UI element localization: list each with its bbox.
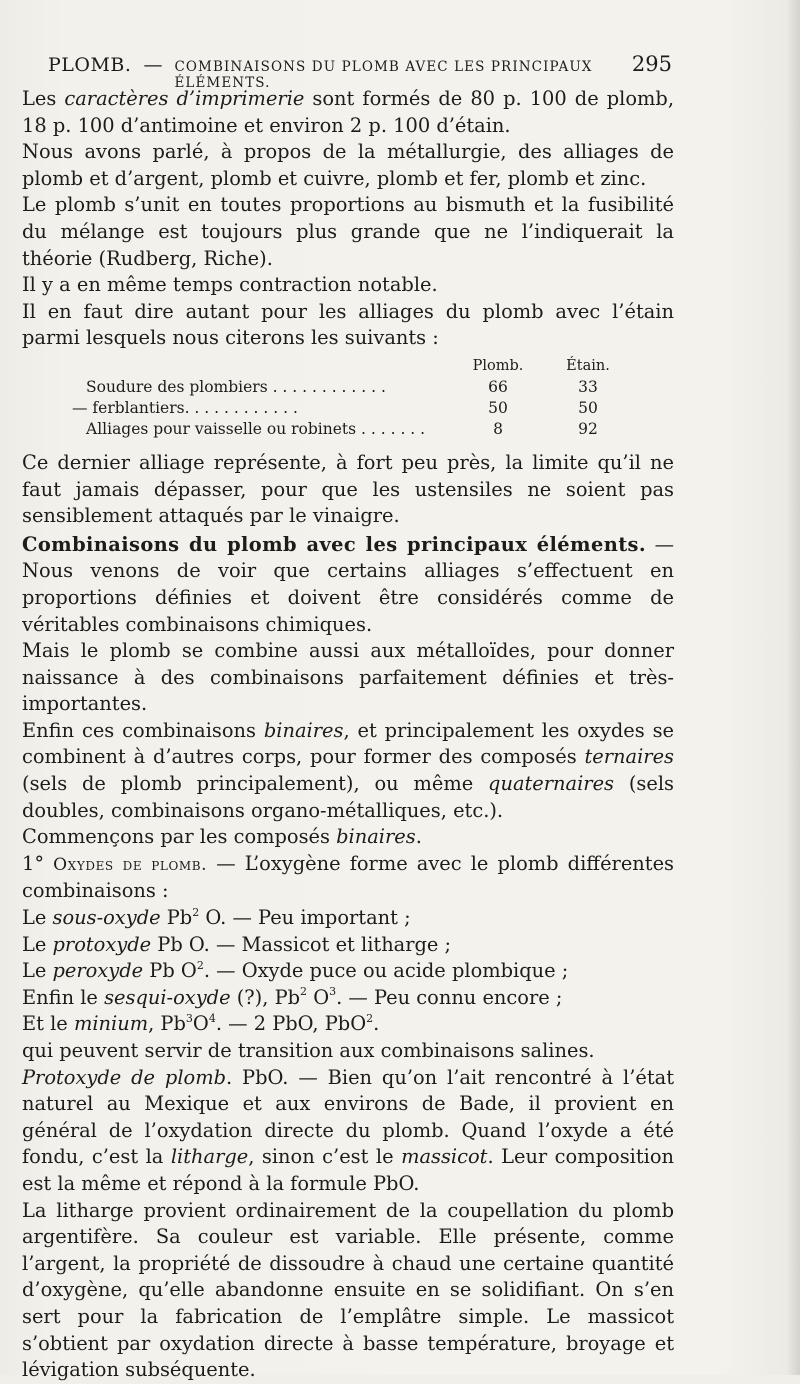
oxyde-line: Le sous-oxyde Pb$^2$ O. — Peu important ;: [22, 905, 411, 930]
paragraph-commencons: Commençons par les composés binaires.: [22, 825, 422, 849]
subsection-heading: Oxydes de plomb.: [53, 854, 208, 875]
paragraph-transition: qui peuvent servir de transition aux combinaisons salines.: [22, 1039, 595, 1062]
paragraph-dernier-alliage: Ce dernier alliage représente, à fort peu près, la limite qu’il ne faut jamais dépasser, pour que les ustensiles ne soient pas sensiblement attaqués par le vinaigre.: [22, 450, 674, 528]
page-edge-shadow: [786, 0, 800, 1375]
section-heading: Combinaisons du plomb avec les principaux éléments.: [22, 532, 647, 556]
paragraph-contraction: Il y a en même temps contraction notable.: [22, 273, 438, 297]
paragraph-metalloides: Mais le plomb se combine aussi aux métalloïdes, pour donner naissance à des combinaisons parfaitement définies et très-importantes.: [22, 639, 674, 716]
paragraph-etain: Il en faut dire autant pour les alliages du plomb avec l’étain parmi lesquels nous citerons les suivants :: [22, 299, 674, 350]
oxyde-line: Le peroxyde Pb $O^2$. — Oxyde puce ou acide plombique ;: [22, 958, 569, 983]
row-label: Soudure des plombiers . . . . . . . . . . . .: [86, 377, 386, 396]
paragraph-binaires: Enfin ces combinaisons binaires, et principalement les oxydes se combinent à d’autres corps, pour former des composés ternaires (sels de plomb principalement), ou même quaternaires (sels doubles, combinaisons organo-métalliques, etc.).: [22, 718, 674, 822]
oxyde-line: Le protoxyde Pb O. — Massicot et litharge ;: [22, 932, 452, 956]
paragraph-caracteres: Les caractères d’imprimerie sont formés de 80 p. 100 de plomb, 18 p. 100 d’antimoine et environ 2 p. 100 d’étain.: [22, 87, 674, 137]
oxyde-line: Et le minium, $Pb^3O^4$. — 2 PbO, PbO$^2$.: [22, 1011, 380, 1036]
oxyde-line: Enfin le sesqui-oxyde (?), Pb$^2$ $O^3$. — Peu connu encore ;: [22, 985, 563, 1009]
paragraph-litharge: La litharge provient ordinairement de la coupellation du plomb argentifère. Sa couleur est variable. Elle présente, comme l’argent, la propriété de dissoudre à chaud une certaine quantité d’oxygène, qu’elle abandonne ensuite en se solidifiant. On s’en sert pour la fabrication de l’emplâtre simple. Le massicot s’obtient par oxydation directe à basse température, broyage et lévigation subséquente.: [22, 1198, 674, 1382]
row-label: — ferblantiers. . . . . . . . . . . .: [72, 398, 298, 417]
cell-etain: 92: [578, 419, 598, 438]
alloy-table-header: [22, 356, 674, 377]
row-label: Alliages pour vaisselle ou robinets . . . . . . .: [86, 419, 426, 438]
page-number: 295: [631, 52, 672, 76]
cell-etain: 33: [578, 377, 598, 396]
paragraph-oxydes-intro: 1° Oxydes de plomb. — L’oxygène forme avec le plomb différentes combinaisons :: [22, 851, 675, 903]
column-header-etain: Étain.: [566, 357, 610, 374]
cell-etain: 50: [578, 398, 598, 417]
cell-plomb: 50: [488, 398, 508, 417]
column-header-plomb: Plomb.: [472, 357, 524, 374]
alloy-table: [22, 356, 674, 440]
running-head-separator: —: [143, 54, 163, 76]
table-row: [22, 377, 674, 398]
table-row: [22, 398, 674, 419]
cell-plomb: 8: [493, 419, 503, 438]
paragraph-bismuth: Le plomb s’unit en toutes proportions au bismuth et la fusibilité du mélange est toujours plus grande que ne l’indiquerait la théorie (Rudberg, Riche).: [22, 193, 674, 270]
table-row: [22, 419, 674, 440]
running-head-title: PLOMB.: [48, 54, 132, 76]
paragraph-alliages-argent: Nous avons parlé, à propos de la métallurgie, des alliages de plomb et d’argent, plomb et cuivre, plomb et fer, plomb et zinc.: [22, 140, 674, 190]
cell-plomb: 66: [488, 377, 508, 396]
paragraph-protoxyde: Protoxyde de plomb. PbO. — Bien qu’on l’ait rencontré à l’état naturel au Mexique et aux environs de Bade, il provient en général de l’oxydation directe du plomb. Quand l’oxyde a été fondu, c’est la litharge, sinon c’est le massicot. Leur composition est la même et répond à la formule PbO.: [22, 1065, 674, 1195]
paragraph-combinaisons: Combinaisons du plomb avec les principaux éléments. — Nous venons de voir que certains alliages s’effectuent en proportions définies et doivent être considérés comme de véritables combinaisons chimiques.: [22, 532, 674, 636]
running-head-section: COMBINAISONS DU PLOMB AVEC LES PRINCIPAUX ÉLÉMENTS.: [174, 59, 593, 91]
body-text: [22, 86, 674, 1384]
running-head: [48, 52, 672, 91]
